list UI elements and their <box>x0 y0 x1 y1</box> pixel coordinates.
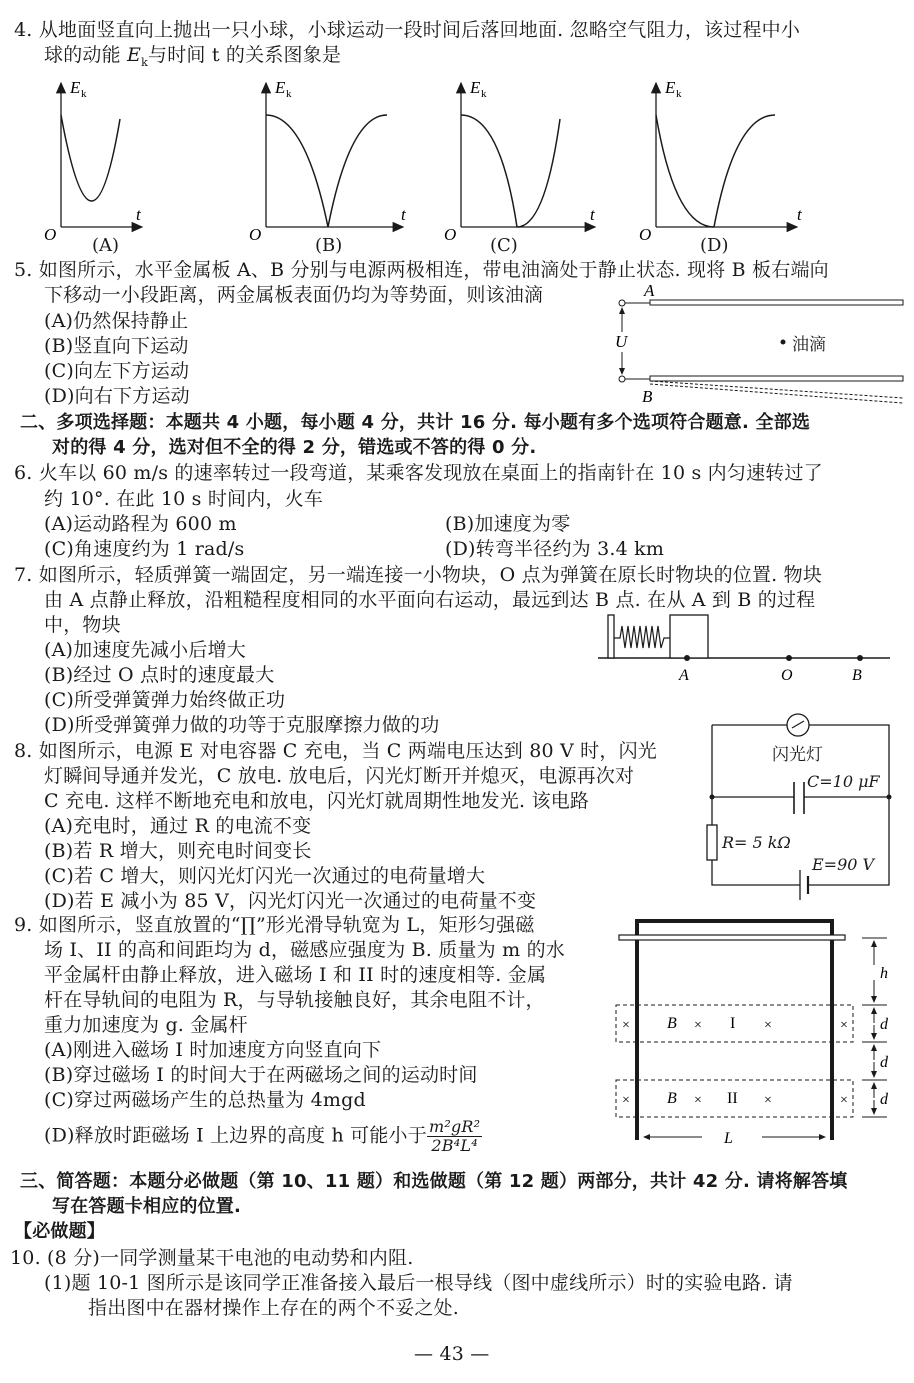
fraction-numerator: m²gR² <box>428 1117 481 1136</box>
svg-text:d: d <box>880 1054 888 1071</box>
svg-text:×: × <box>694 1093 702 1108</box>
graph-d-label: (D) <box>700 235 729 256</box>
q5-option-b: (B)竖直向下运动 <box>44 335 189 357</box>
graph-d <box>625 75 815 260</box>
section2-header-line2: 对的得 4 分，选对但不全的得 2 分，错选或不答的得 0 分. <box>52 437 537 458</box>
q6-option-a: (A)运动路程为 600 m <box>44 513 237 535</box>
fraction <box>427 1118 482 1155</box>
svg-text:k: k <box>286 88 292 100</box>
section3-header-line1: 三、简答题：本题分必做题（第 10、11 题）和选做题（第 12 题）两部分，共计 42 分. 请将解答填 <box>20 1171 848 1192</box>
svg-text:×: × <box>764 1093 772 1108</box>
q7-stem-line2: 由 A 点静止释放，沿粗糙程度相同的水平面向右运动，最远到达 B 点. 在从 A 到 B 的过程 <box>44 589 816 611</box>
q9-option-a: (A)刚进入磁场 I 时加速度方向竖直向下 <box>44 1039 382 1061</box>
q9-stem-line3: 平金属杆由静止释放，进入磁场 I 和 II 时的速度相等. 金属 <box>44 964 547 986</box>
q7-stem-line1: 7. 如图所示，轻质弹簧一端固定，另一端连接一小物块，O 点为弹簧在原长时物块的位置. 物块 <box>14 564 823 586</box>
svg-text:×: × <box>622 1018 630 1033</box>
svg-text:k: k <box>481 88 487 100</box>
resistor-label: R= 5 kΩ <box>722 833 791 852</box>
ek-symbol: E <box>127 44 142 66</box>
svg-text:B: B <box>642 387 653 406</box>
svg-text:O: O <box>249 225 262 244</box>
graph-a <box>30 75 220 260</box>
q8-option-c: (C)若 C 增大，则闪光灯闪光一次通过的电荷量增大 <box>44 865 486 887</box>
source-label: E=90 V <box>812 855 875 874</box>
section2-header-line1: 二、多项选择题：本题共 4 小题，每小题 4 分，共计 16 分. 每小题有多个选项符合题意. 全部选 <box>20 412 811 433</box>
graph-c <box>430 75 620 260</box>
q7-option-b: (B)经过 O 点时的速度最大 <box>44 664 275 686</box>
q7-stem-line3: 中，物块 <box>44 614 121 636</box>
flash-lamp-label: 闪光灯 <box>772 745 823 765</box>
svg-text:d: d <box>880 1091 888 1108</box>
q8-circuit-figure <box>700 700 910 905</box>
q7-spring-figure <box>598 610 898 690</box>
graph-b-label: (B) <box>315 235 343 256</box>
q6-option-b: (B)加速度为零 <box>445 513 571 535</box>
flash-circuit-diagram <box>700 700 910 905</box>
svg-text:E: E <box>470 78 481 97</box>
q8-stem-line3: C 充电. 这样不断地充电和放电，闪光灯就周期性地发光. 该电路 <box>44 790 590 812</box>
svg-text:B: B <box>667 1090 677 1107</box>
graph-a-label: (A) <box>92 235 120 256</box>
q4-text: 球的动能 <box>44 44 128 66</box>
q6-stem-line1: 6. 火车以 60 m/s 的速率转过一段弯道，某乘客发现放在桌面上的指南针在 10 s 内匀速转过了 <box>14 462 823 484</box>
required-section-label: 【必做题】 <box>14 1221 105 1242</box>
q5-stem-line2: 下移动一小段距离，两金属板表面仍均为等势面，则该油滴 <box>44 284 544 306</box>
q6-stem-line2: 约 10°. 在此 10 s 时间内，火车 <box>44 488 324 510</box>
graph-c-label: (C) <box>490 235 518 256</box>
graph-b <box>235 75 425 260</box>
capacitor-label: C=10 μF <box>807 772 880 791</box>
svg-text:t: t <box>136 205 141 224</box>
svg-text:E: E <box>70 78 81 97</box>
svg-text:×: × <box>694 1018 702 1033</box>
svg-text:O: O <box>639 225 652 244</box>
q10-stem-line1: 10. (8 分)一同学测量某干电池的电动势和内阻. <box>10 1247 414 1269</box>
q9-rail-figure <box>612 915 912 1155</box>
svg-text:×: × <box>840 1018 848 1033</box>
q9-option-b: (B)穿过磁场 I 的时间大于在两磁场之间的运动时间 <box>44 1064 478 1086</box>
graph-b-plot <box>235 75 425 260</box>
q8-option-b: (B)若 R 增大，则充电时间变长 <box>44 840 312 862</box>
oil-droplet-label: 油滴 <box>792 335 826 355</box>
q5-capacitor-figure <box>610 280 910 410</box>
svg-text:I: I <box>730 1015 736 1032</box>
svg-text:k: k <box>676 88 682 100</box>
q9-option-c: (C)穿过两磁场产生的总热量为 4mgd <box>44 1089 366 1111</box>
page-number: — 43 — <box>414 1343 490 1365</box>
svg-text:h: h <box>880 965 888 982</box>
svg-text:×: × <box>622 1093 630 1108</box>
q8-option-a: (A)充电时，通过 R 的电流不变 <box>44 815 312 837</box>
q9-stem-line1: 9. 如图所示，竖直放置的“∏”形光滑导轨宽为 L，矩形匀强磁 <box>14 914 535 936</box>
q5-option-a: (A)仍然保持静止 <box>44 310 189 332</box>
svg-text:B: B <box>852 667 862 684</box>
graph-c-plot <box>430 75 620 260</box>
q7-option-d: (D)所受弹簧弹力做的功等于克服摩擦力做的功 <box>44 714 440 736</box>
q4-stem-line2 <box>44 43 341 75</box>
q5-stem-line1: 5. 如图所示，水平金属板 A、B 分别与电源两极相连，带电油滴处于静止状态. 现将 B 板右端向 <box>14 259 829 281</box>
magnetic-field-rails-diagram <box>612 915 912 1155</box>
svg-text:O: O <box>44 225 57 244</box>
q4-text-post: 与时间 t 的关系图象是 <box>148 44 342 66</box>
svg-text:k: k <box>81 88 87 100</box>
q10-part1-line2: 指出图中在器材操作上存在的两个不妥之处. <box>88 1297 460 1319</box>
svg-text:U: U <box>615 332 628 351</box>
svg-text:L: L <box>724 1130 733 1147</box>
ek-sub: k <box>141 55 148 69</box>
spring-block-diagram <box>598 610 898 690</box>
svg-text:×: × <box>840 1093 848 1108</box>
svg-text:t: t <box>797 205 802 224</box>
q9-stem-line5: 重力加速度为 g. 金属杆 <box>44 1014 248 1036</box>
q10-part1-line1: (1)题 10-1 图所示是该同学正准备接入最后一根导线（图中虚线所示）时的实验电路. 请 <box>44 1272 793 1294</box>
graph-a-plot <box>30 75 220 260</box>
svg-text:A: A <box>644 281 655 300</box>
svg-text:E: E <box>665 78 676 97</box>
q6-option-c: (C)角速度约为 1 rad/s <box>44 538 245 560</box>
q8-stem-line2: 灯瞬间导通并发光，C 放电. 放电后，闪光灯断开并熄灭，电源再次对 <box>44 765 635 787</box>
q5-option-d: (D)向右下方运动 <box>44 385 190 407</box>
q5-option-c: (C)向左下方运动 <box>44 360 190 382</box>
q9-option-d-text: (D)释放时距磁场 I 上边界的高度 h 可能小于 <box>44 1124 427 1147</box>
q7-option-c: (C)所受弹簧弹力始终做正功 <box>44 689 286 711</box>
svg-text:O: O <box>444 225 457 244</box>
q9-stem-line2: 场 I、II 的高和间距均为 d，磁感应强度为 B. 质量为 m 的水 <box>44 939 565 961</box>
svg-text:B: B <box>667 1015 677 1032</box>
parallel-plates-diagram <box>610 280 910 410</box>
q9-option-d <box>44 1118 482 1155</box>
q4-stem-line1: 4. 从地面竖直向上抛出一只小球，小球运动一段时间后落回地面. 忽略空气阻力，该过程中小 <box>14 19 801 41</box>
svg-text:A: A <box>679 667 689 684</box>
svg-text:t: t <box>401 205 406 224</box>
svg-text:II: II <box>727 1090 738 1107</box>
q8-stem-line1: 8. 如图所示，电源 E 对电容器 C 充电，当 C 两端电压达到 80 V 时，闪光 <box>14 740 657 762</box>
svg-text:d: d <box>880 1016 888 1033</box>
svg-text:E: E <box>275 78 286 97</box>
q8-option-d: (D)若 E 减小为 85 V，闪光灯闪光一次通过的电荷量不变 <box>44 890 537 912</box>
svg-text:O: O <box>781 667 793 684</box>
section3-header-line2: 写在答题卡相应的位置. <box>52 1196 242 1217</box>
q9-stem-line4: 杆在导轨间的电阻为 R，与导轨接触良好，其余电阻不计， <box>44 989 545 1011</box>
svg-text:×: × <box>764 1018 772 1033</box>
q7-option-a: (A)加速度先减小后增大 <box>44 639 246 661</box>
fraction-denominator: 2B⁴L⁴ <box>431 1136 478 1155</box>
graph-d-plot <box>625 75 815 260</box>
svg-text:t: t <box>590 205 595 224</box>
q6-option-d: (D)转弯半径约为 3.4 km <box>445 538 665 560</box>
